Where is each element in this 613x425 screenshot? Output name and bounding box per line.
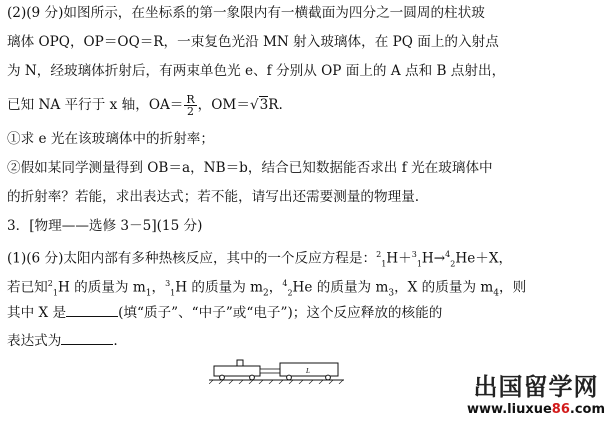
problem-line-11 bbox=[7, 304, 442, 322]
answer-blank bbox=[66, 304, 118, 317]
text-segment: H→ bbox=[421, 250, 446, 267]
problem-line-2: 璃体 OPQ，OP＝OQ＝R，一束复色光沿 MN 射入玻璃体，在 PQ 面上的入射点 bbox=[7, 34, 499, 50]
url-part: www.liuxue bbox=[467, 402, 552, 417]
url-part: .com bbox=[569, 402, 605, 417]
text-segment: H 的质量为 m bbox=[57, 279, 146, 296]
mass-number: 2 bbox=[47, 279, 53, 288]
block bbox=[237, 360, 243, 366]
mass-number: 4 bbox=[282, 279, 288, 288]
nuclide-h2 bbox=[376, 246, 386, 273]
problem-line-10 bbox=[7, 275, 526, 302]
text-segment: He＋X， bbox=[455, 250, 513, 267]
problem-line-5: ①求 e 光在该玻璃体中的折射率； bbox=[7, 131, 214, 147]
sqrt-symbol: √ bbox=[249, 97, 259, 113]
subscript: 2 bbox=[263, 288, 269, 299]
cart-label: L bbox=[306, 367, 310, 375]
text-segment: ，则 bbox=[499, 279, 527, 296]
text-segment: 其中 X 是 bbox=[7, 305, 67, 321]
text-segment: ，X 的质量为 m bbox=[394, 279, 494, 296]
mass-number: 3 bbox=[165, 279, 171, 288]
problem-line-6: ②假如某同学测量得到 OB＝a，NB＝b，结合已知数据能否求出 f 光在玻璃体中 bbox=[7, 160, 493, 176]
section-heading: 3．[物理——选修 3－5](15 分) bbox=[7, 218, 203, 234]
text-segment: 已知 NA 平行于 x 轴，OA＝ bbox=[7, 97, 184, 113]
subscript: 4 bbox=[493, 288, 499, 299]
nuclide-he4 bbox=[445, 246, 455, 273]
problem-line-1: (2)(9 分)如图所示，在坐标系的第一象限内有一横截面为四分之一圆周的柱状玻 bbox=[7, 5, 485, 21]
problem-line-9 bbox=[7, 246, 512, 273]
charge-number: 2 bbox=[450, 259, 456, 269]
text-segment: ， bbox=[151, 279, 166, 296]
charge-number: 1 bbox=[381, 259, 387, 269]
subscript: 1 bbox=[145, 288, 152, 299]
problem-line-4 bbox=[7, 94, 283, 117]
url-part: 86 bbox=[551, 402, 570, 417]
fraction-r-over-2 bbox=[184, 94, 196, 117]
nuclide-h3 bbox=[165, 275, 175, 302]
problem-line-3: 为 N，经玻璃体折射后，有两束单色光 e、f 分别从 OP 面上的 A 点和 B 点射出， bbox=[7, 63, 506, 79]
watermark-url bbox=[467, 402, 605, 417]
charge-number: 1 bbox=[416, 259, 422, 269]
charge-number: 1 bbox=[52, 288, 58, 298]
answer-blank bbox=[61, 332, 113, 345]
connector bbox=[260, 369, 280, 373]
text-segment: (1)(6 分)太阳内部有多种热核反应，其中的一个反应方程是： bbox=[7, 250, 377, 267]
carts-diagram bbox=[209, 354, 344, 384]
fraction-numerator: R bbox=[186, 93, 195, 106]
wheel bbox=[220, 375, 225, 380]
fraction-denominator: 2 bbox=[187, 105, 195, 118]
text-segment: He 的质量为 m bbox=[292, 279, 389, 296]
wheel bbox=[287, 375, 292, 380]
subscript: 3 bbox=[388, 288, 395, 299]
sqrt-radicand: 3 bbox=[259, 97, 269, 113]
mass-number: 4 bbox=[445, 250, 451, 259]
nuclide-h2 bbox=[48, 275, 58, 302]
watermark-title: 出国留学网 bbox=[473, 373, 599, 401]
site-watermark bbox=[467, 367, 605, 417]
text-segment: ， bbox=[268, 279, 283, 296]
text-segment: 若已知 bbox=[7, 279, 48, 296]
text-segment: . bbox=[113, 333, 118, 349]
nuclide-h3 bbox=[412, 246, 422, 273]
wheel bbox=[250, 375, 255, 380]
charge-number: 1 bbox=[170, 288, 176, 298]
problem-line-7: 的折射率？若能，求出表达式；若不能，请写出还需要测量的物理量. bbox=[7, 189, 420, 205]
nuclide-he4 bbox=[282, 275, 292, 302]
text-segment: H 的质量为 m bbox=[175, 279, 264, 296]
text-segment: ，OM＝ bbox=[197, 97, 250, 113]
mass-number: 2 bbox=[376, 250, 382, 259]
wheel bbox=[326, 375, 331, 380]
text-segment: 表达式为 bbox=[7, 333, 62, 349]
charge-number: 2 bbox=[287, 288, 293, 298]
ground-hatching bbox=[209, 380, 343, 384]
problem-line-12 bbox=[7, 332, 118, 350]
mass-number: 3 bbox=[411, 250, 417, 259]
text-segment: H＋ bbox=[386, 250, 412, 267]
text-segment: (填“质子”、“中子”或“电子”)；这个反应释放的核能的 bbox=[118, 305, 443, 321]
text-segment: R. bbox=[268, 97, 283, 113]
left-cart bbox=[214, 366, 260, 376]
